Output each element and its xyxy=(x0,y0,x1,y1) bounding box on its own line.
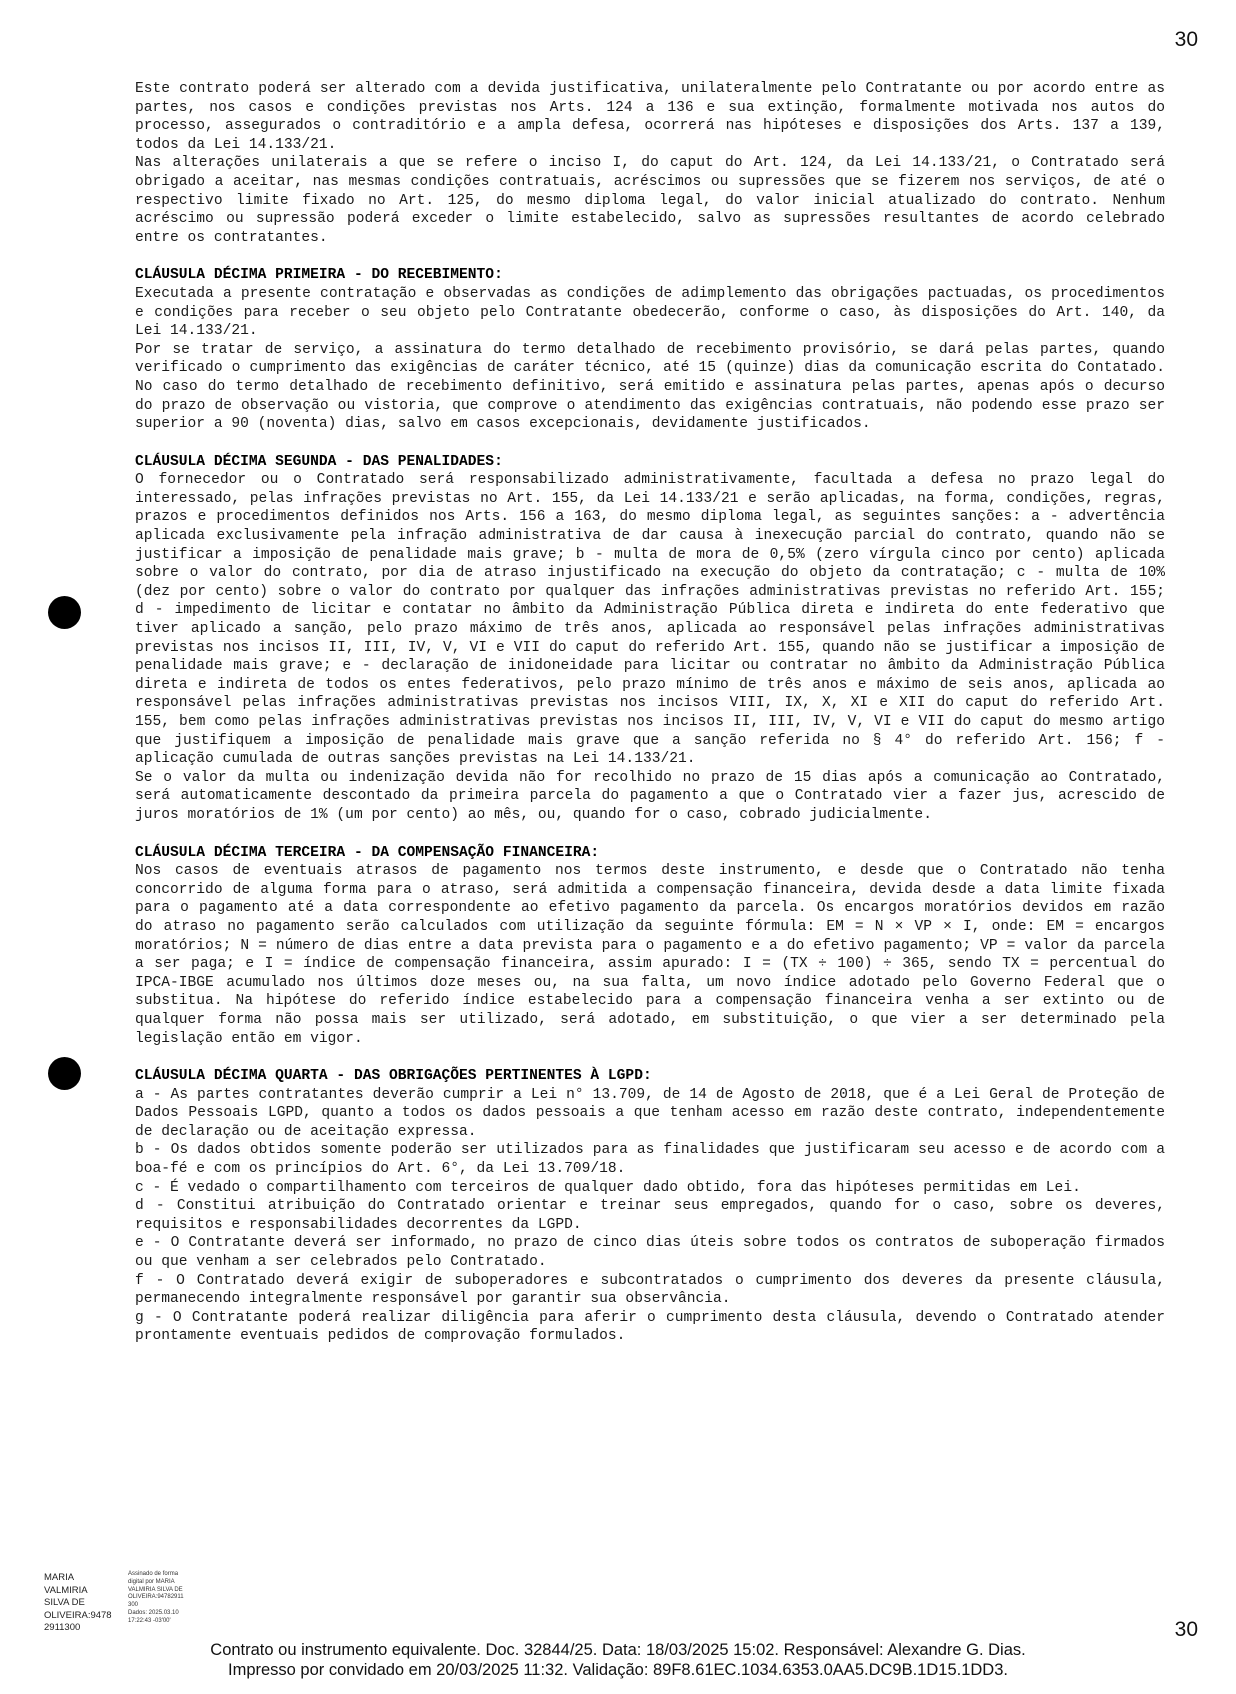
paragraph: Nos casos de eventuais atrasos de pagamento nos termos deste instrumento, e desde que o Contratado não tenha concorrido de alguma forma para o atraso, será admitida a compensação financeira, devida desde a data limite fixada para o pagamento até a data correspondente ao efetivo pagamento da parcela. Os encargos moratórios devidos em razão do atraso no pagamento serão calculados com utilização da seguinte fórmula: EM = N × VP × I, onde: EM = encargos moratórios; N = número de dias entre a data prevista para o pagamento e a do efetivo pagamento; VP = valor da parcela a ser paga; e I = índice de compensação financeira, assim apurado: I = (TX ÷ 100) ÷ 365, sendo TX = percentual do IPCA-IBGE acumulado nos últimos doze meses ou, na sua falta, um novo índice adotado pelo Governo Federal que o substitua. Na hipótese do referido índice estabelecido para a compensação financeira venha a ser extinto ou de qualquer forma não possa mais ser utilizado, será adotado, em substituição, o que vier a ser determinado pela legislação então em vigor. xyxy=(135,863,1165,1047)
paragraph: Por se tratar de serviço, a assinatura do termo detalhado de recebimento provisório, se dará pelas partes, quando verificado o cumprimento das exigências de caráter técnico, até 15 (quinze) dias da comunicação escrita do Contatado. No caso do termo detalhado de recebimento definitivo, será emitido e assinatura pelas partes, apenas após o decurso do prazo de observação ou vistoria, que comprove o atendimento das exigências contratuais, não podendo esse prazo ser superior a 90 (noventa) dias, salvo em casos excepcionais, devidamente justificados. xyxy=(135,341,1165,433)
paragraph: b - Os dados obtidos somente poderão ser utilizados para as finalidades que justificaram seu acesso e de acordo com a boa-fé e com os princípios do Art. 6°, da Lei 13.709/18. xyxy=(135,1142,1165,1178)
punch-hole xyxy=(48,596,81,629)
paragraph: g - O Contratante poderá realizar diligência para aferir o cumprimento desta cláusula, devendo o Contratado atender prontamente eventuais pedidos de comprovação formulados. xyxy=(135,1309,1165,1345)
paragraph: a - As partes contratantes deverão cumprir a Lei n° 13.709, de 14 de Agosto de 2018, que é a Lei Geral de Proteção de Dados Pessoais LGPD, quanto a todos os dados pessoais a que tenham acesso em razão deste contrato, independentemente de declaração ou de aceitação expressa. xyxy=(135,1086,1165,1140)
clause-receiving xyxy=(135,266,1165,433)
clause-lgpd xyxy=(135,1067,1165,1346)
page-number-top: 30 xyxy=(1174,28,1198,51)
paragraph: f - O Contratado deverá exigir de suboperadores e subcontratados o cumprimento dos deveres da presente cláusula, permanecendo integralmente responsável por garantir sua observância. xyxy=(135,1272,1165,1308)
document-body xyxy=(135,80,1165,1346)
footer-document-info: Contrato ou instrumento equivalente. Doc. 32844/25. Data: 18/03/2025 15:02. Responsável: Alexandre G. Dias. xyxy=(210,1641,1026,1659)
paragraph: Nas alterações unilaterais a que se refere o inciso I, do caput do Art. 124, da Lei 14.133/21, o Contratado será obrigado a aceitar, nas mesmas condições contratuais, acréscimos ou supressões que se fizerem nos serviços, de até o respectivo limite fixado no Art. 125, do mesmo diploma legal, do valor inicial atualizado do contrato. Nenhum acréscimo ou supressão poderá exceder o limite estabelecido, salvo as supressões resultantes de acordo celebrado entre os contratantes. xyxy=(135,155,1165,246)
intro-section xyxy=(135,80,1165,247)
paragraph: c - É vedado o compartilhamento com terceiros de qualquer dado obtido, fora das hipóteses permitidas em Lei. xyxy=(135,1179,1081,1196)
paragraph: Se o valor da multa ou indenização devida não for recolhido no prazo de 15 dias após a comunicação ao Contratado, será automaticamente descontado da primeira parcela do pagamento a que o Contratado vier a fazer jus, acrescido de juros moratórios de 1% (um por cento) ao mês, ou, quando for o caso, cobrado judicialmente. xyxy=(135,769,1165,823)
paragraph: Executada a presente contratação e observadas as condições de adimplemento das obrigações pactuadas, os procedimentos e condições para receber o seu objeto pelo Contratante obedecerão, conforme o caso, às disposições do Art. 140, da Lei 14.133/21. xyxy=(135,285,1165,340)
clause-title: CLÁUSULA DÉCIMA SEGUNDA - DAS PENALIDADES: xyxy=(135,453,503,470)
digital-signature-name: MARIA VALMIRIA SILVA DE OLIVEIRA:9478 2911300 xyxy=(44,1572,112,1633)
paragraph: e - O Contratante deverá ser informado, no prazo de cinco dias úteis sobre todos os contratos de suboperação firmados ou que venham a ser celebrados pelo Contratado. xyxy=(135,1235,1165,1271)
paragraph: O fornecedor ou o Contratado será responsabilizado administrativamente, facultada a defesa no prazo legal do interessado, pelas infrações previstas no Art. 155, da Lei 14.133/21 e serão aplicadas, na forma, condições, regras, prazos e procedimentos definidos nos Arts. 156 a 163, do mesmo diploma legal, as seguintes sanções: a - advertência aplicada exclusivamente pela infração administrativa de dar causa à inexecução parcial do contrato, quando não se justificar a imposição de penalidade mais grave; b - multa de mora de 0,5% (zero vírgula cinco por cento) aplicada sobre o valor do contrato, por dia de atraso injustificado na execução do objeto da contratação; c - multa de 10% (dez por cento) sobre o valor do contrato por qualquer das infrações administrativas previstas no referido Art. 155; d - impedimento de licitar e contatar no âmbito da Administração Pública direta e indireta do ente federativo que tiver aplicado a sanção, pelo prazo máximo de três anos, aplicada ao responsável pelas infrações administrativas previstas nos incisos II, III, IV, V, VI e VII do caput do referido Art. 155, quando não se justificar a imposição de penalidade mais grave; e - declaração de inidoneidade para licitar ou contratar no âmbito da Administração Pública direta e indireta de todos os entes federativos, pelo prazo mínimo de três anos e máximo de seis anos, aplicada ao responsável pelas infrações administrativas previstas nos incisos VIII, IX, X, XI e XII do caput do referido Art. 155, bem como pelas infrações administrativas previstas nos incisos II, III, IV, V, VI e VII do caput do mesmo artigo que justifiquem a imposição de penalidade mais grave que a sanção referida no § 4° do referido Art. 156; f - aplicação cumulada de outras sanções previstas na Lei 14.133/21. xyxy=(135,472,1165,768)
paragraph: d - Constitui atribuição do Contratado orientar e treinar seus empregados, quando for o caso, sobre os deveres, requisitos e responsabilidades decorrentes da LGPD. xyxy=(135,1198,1165,1233)
clause-title: CLÁUSULA DÉCIMA QUARTA - DAS OBRIGAÇÕES PERTINENTES À LGPD: xyxy=(135,1068,652,1085)
clause-title: CLÁUSULA DÉCIMA PRIMEIRA - DO RECEBIMENTO: xyxy=(135,267,503,284)
punch-hole xyxy=(48,1057,81,1090)
paragraph: Este contrato poderá ser alterado com a devida justificativa, unilateralmente pelo Contratante ou por acordo entre as partes, nos casos e condições previstas nos Arts. 124 a 136 e sua extinção, formalmente motivada nos autos do processo, assegurados o contraditório e a ampla defesa, ocorrerá nas hipóteses e disposições dos Arts. 137 a 139, todos da Lei 14.133/21. xyxy=(135,81,1165,153)
clause-title: CLÁUSULA DÉCIMA TERCEIRA - DA COMPENSAÇÃO FINANCEIRA: xyxy=(135,844,600,861)
clause-financial-compensation xyxy=(135,844,1165,1049)
clause-penalties xyxy=(135,453,1165,825)
digital-signature-detail: Assinado de forma digital por MARIA VALMIRIA SILVA DE OLIVEIRA:94782911 300 Dados: 2025.03.10 17:22:43 -03'00' xyxy=(128,1571,184,1624)
footer-validation-info: Impresso por convidado em 20/03/2025 11:32. Validação: 89F8.61EC.1034.6353.0AA5.DC9B.1D15.1DD3. xyxy=(228,1661,1008,1679)
page-number-bottom: 30 xyxy=(1174,1618,1198,1641)
